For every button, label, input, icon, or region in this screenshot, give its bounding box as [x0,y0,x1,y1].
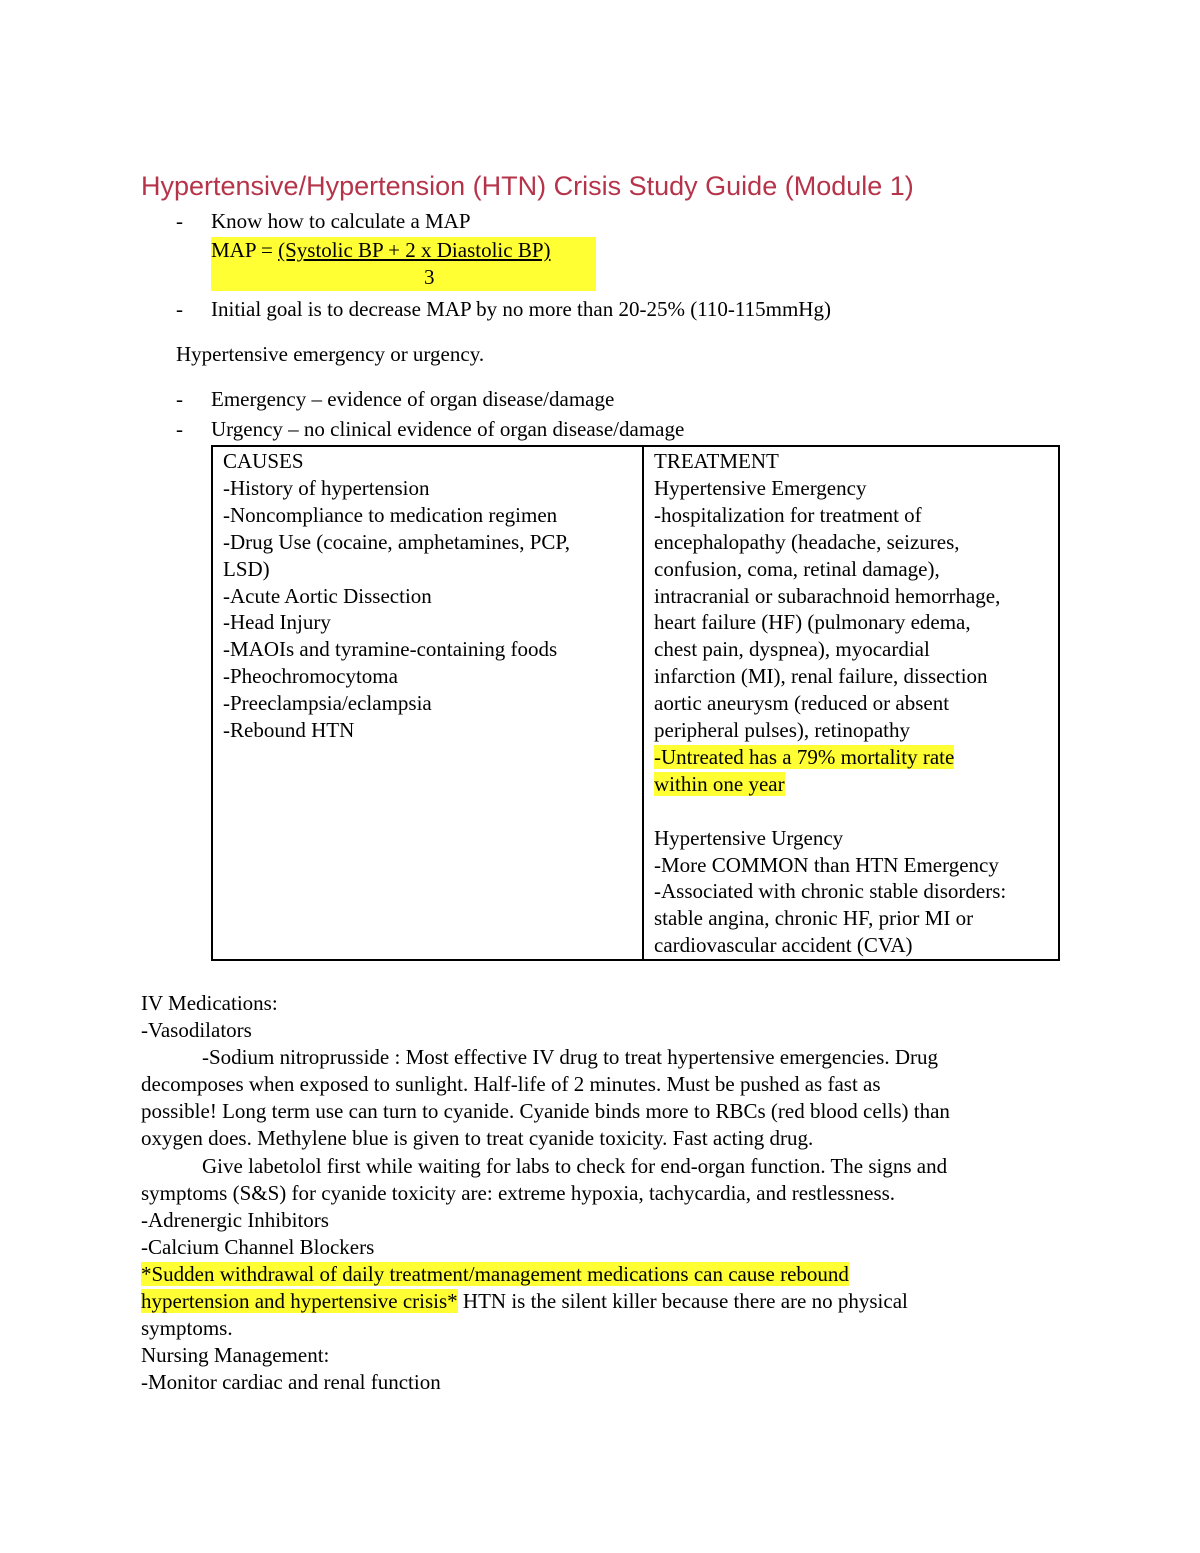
emergency-urgency-heading: Hypertensive emergency or urgency. [176,342,485,366]
adrenergic-item: -Adrenergic Inhibitors [141,1207,329,1232]
formula-numerator: (Systolic BP + 2 x Diastolic BP) [278,238,551,262]
cause-item: -Preeclampsia/eclampsia [223,691,432,716]
urgency-treatment-title: Hypertensive Urgency [654,825,844,850]
cause-item: -Noncompliance to medication regimen [223,502,558,527]
table-row [212,446,1059,960]
cause-item: LSD) [223,556,270,581]
cause-item: -Acute Aortic Dissection [223,583,432,608]
emergency-treatment-line: heart failure (HF) (pulmonary edema, [654,610,971,635]
nursing-heading: Nursing Management: [141,1343,330,1368]
cause-item: -Drug Use (cocaine, amphetamines, PCP, [223,529,571,554]
treatment-header: TREATMENT [654,449,779,473]
iv-medications-section [141,990,1061,1396]
causes-treatment-table [211,445,1060,961]
silent-killer-text: symptoms. [141,1316,233,1341]
emergency-treatment-line: infarction (MI), renal failure, dissection [654,664,988,689]
mortality-highlight: within one year [654,771,785,796]
labetolol-paragraph-line: symptoms (S&S) for cyanide toxicity are: extreme hypoxia, tachycardia, and restlessness. [141,1180,896,1205]
vasodilators-item: -Vasodilators [141,1018,252,1043]
withdrawal-highlight: *Sudden withdrawal of daily treatment/management medications can cause rebound [141,1261,849,1286]
calcium-item: -Calcium Channel Blockers [141,1234,375,1259]
emergency-treatment-line: encephalopathy (headache, seizures, [654,529,960,554]
formula-denominator: 3 [424,265,435,289]
cause-item: -History of hypertension [223,475,430,500]
treatment-cell [643,446,1059,960]
emergency-treatment-line: peripheral pulses), retinopathy [654,718,910,743]
urgency-treatment-line: -Associated with chronic stable disorders: [654,879,1007,904]
bullet-dash: - [176,297,183,321]
emergency-treatment-line: aortic aneurysm (reduced or absent [654,691,950,716]
emergency-bullet: Emergency – evidence of organ disease/damage [211,387,615,411]
emergency-treatment-line: confusion, coma, retinal damage), [654,556,940,581]
spacer [654,798,1048,825]
labetolol-paragraph-line: Give labetolol first while waiting for labs to check for end-organ function. The signs and [202,1153,948,1178]
map-formula [211,237,596,291]
map-bullet-text: Know how to calculate a MAP [211,209,471,233]
withdrawal-highlight: hypertension and hypertensive crisis* [141,1289,458,1314]
cause-item: -Pheochromocytoma [223,664,398,689]
cause-item: -MAOIs and tyramine-containing foods [223,637,558,662]
emergency-treatment-line: chest pain, dyspnea), myocardial [654,637,930,662]
cause-item: -Head Injury [223,610,331,635]
emergency-treatment-line: -hospitalization for treatment of [654,502,922,527]
nitroprusside-paragraph-line: possible! Long term use can turn to cyanide. Cyanide binds more to RBCs (red blood cells) than [141,1099,950,1124]
silent-killer-text: HTN is the silent killer because there are no physical [457,1289,908,1314]
emergency-treatment-title: Hypertensive Emergency [654,475,867,500]
urgency-treatment-line: stable angina, chronic HF, prior MI or [654,906,974,931]
iv-medications-heading: IV Medications: [141,991,278,1015]
causes-cell [212,446,643,960]
urgency-bullet: Urgency – no clinical evidence of organ disease/damage [211,417,685,441]
goal-bullet-text: Initial goal is to decrease MAP by no more than 20-25% (110-115mmHg) [211,297,831,321]
bullet-dash: - [176,209,183,233]
nitroprusside-paragraph-line: decomposes when exposed to sunlight. Half-life of 2 minutes. Must be pushed as fast as [141,1072,881,1097]
urgency-treatment-line: -More COMMON than HTN Emergency [654,852,999,877]
formula-lhs: MAP = [211,238,279,262]
emergency-treatment-line: intracranial or subarachnoid hemorrhage, [654,583,1001,608]
mortality-highlight: -Untreated has a 79% mortality rate [654,744,955,769]
nursing-item: -Monitor cardiac and renal function [141,1370,441,1395]
nitroprusside-paragraph-line: -Sodium nitroprusside : Most effective IV drug to treat hypertensive emergencies. Drug [202,1045,938,1070]
nitroprusside-paragraph-line: oxygen does. Methylene blue is given to treat cyanide toxicity. Fast acting drug. [141,1126,814,1151]
cause-item: -Rebound HTN [223,718,355,743]
urgency-treatment-line: cardiovascular accident (CVA) [654,933,913,958]
causes-header: CAUSES [223,449,304,473]
bullet-dash: - [176,387,183,411]
bullet-dash: - [176,417,183,441]
page-title: Hypertensive/Hypertension (HTN) Crisis Study Guide (Module 1) [141,171,914,201]
